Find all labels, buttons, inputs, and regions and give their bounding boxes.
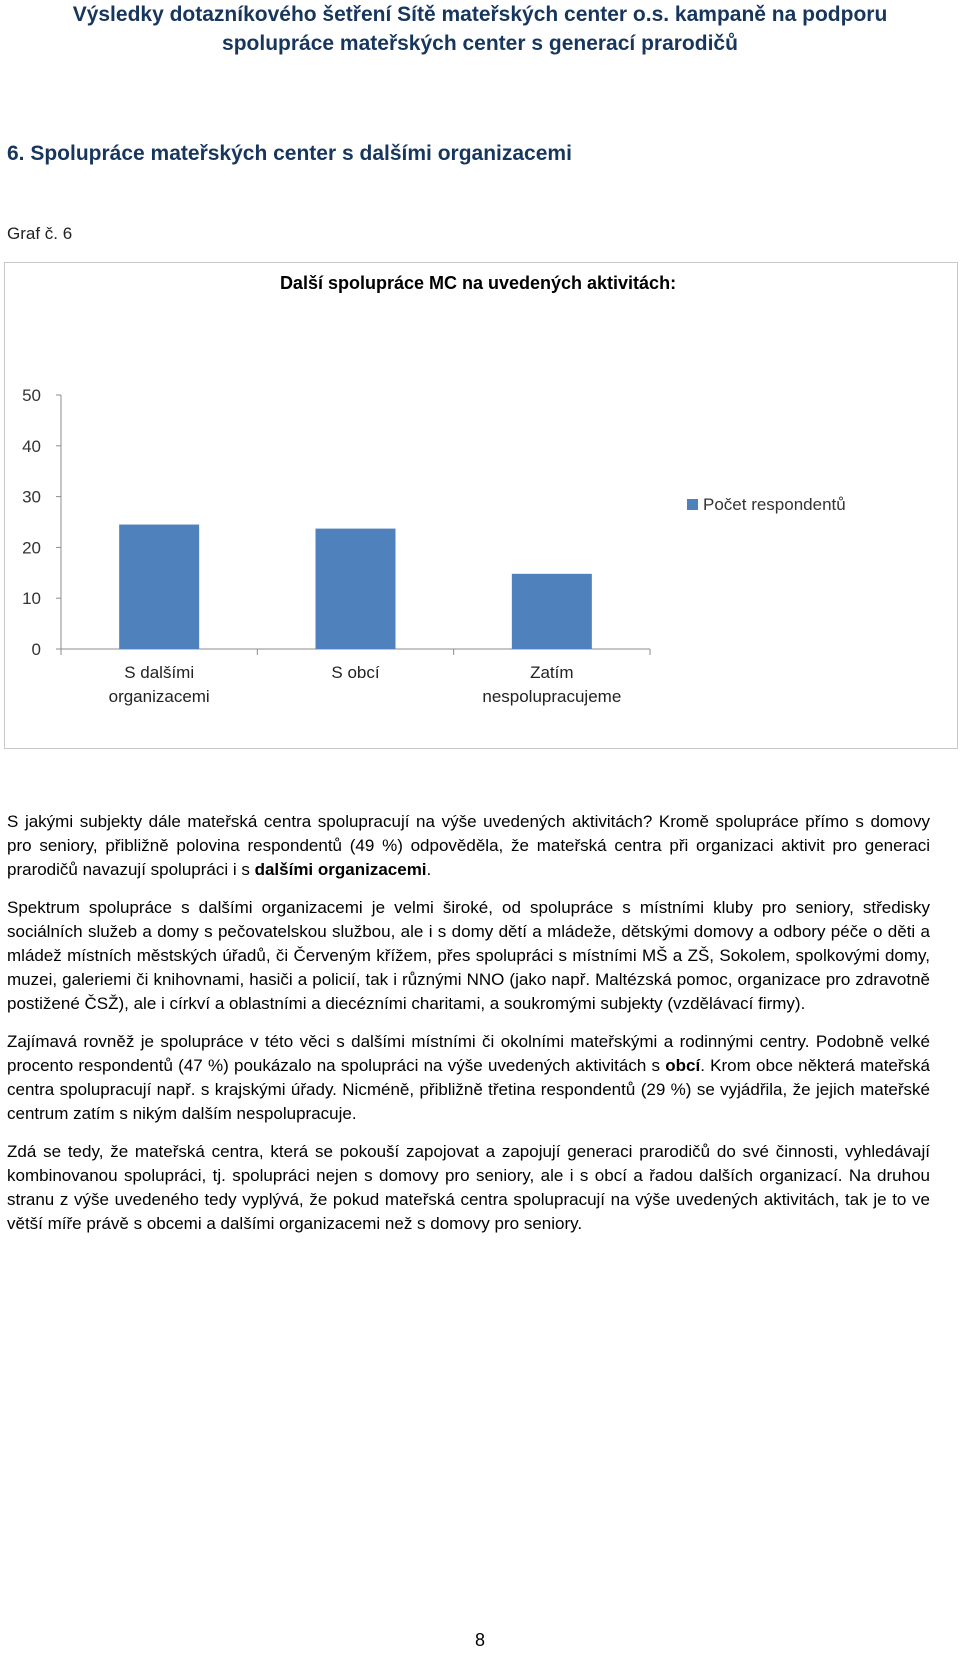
legend-swatch	[687, 499, 698, 510]
paragraph-4: Zdá se tedy, že mateřská centra, která se pokouší zapojovat a zapojují generaci prarodičů do své činnosti, vyhledávají kombinovanou spolupráci, tj. spolupráci nejen s domovy pro seniory, ale i s obcí a řadou dalších organizací. Na druhou stranu z výše uvedeného tedy vyplývá, že pokud mateřská centra spolupracují na výše uvedených aktivitách, tak je to ve větší míře právě s obcemi a dalšími organizacemi než s domovy pro seniory.	[7, 1142, 930, 1233]
y-tick-label: 50	[22, 386, 41, 405]
body-text	[7, 810, 930, 1250]
paragraph-2: Spektrum spolupráce s dalšími organizacemi je velmi široké, od spolupráce s místními kluby pro seniory, středisky sociálních služeb a domy s pečovatelskou službou, ale i s domy dětí a mládeže, dětskými domovy a odbory péče o děti a mládež místních městských úřadů, či Červeným křížem, přes spolupráci s místními MŠ a ZŠ, Sokolem, spolkovými domy, muzei, galeriemi či knihovnami, hasiči a policií, tak i různými NNO (jako např. Maltézská pomoc, organizace pro zdravotně postižené ČSŽ), ale i církví a oblastními a diecézními charitami, a soukromými subjekty (vzdělávací firmy).	[7, 898, 930, 1013]
chart-frame	[4, 262, 958, 749]
y-tick-label: 40	[22, 436, 41, 456]
header-line-1: Výsledky dotazníkového šetření Sítě mateřských center o.s. kampaně na podporu	[72, 3, 888, 26]
y-tick-label: 10	[22, 589, 41, 609]
bar	[316, 529, 396, 649]
y-tick-label: 30	[22, 487, 41, 507]
x-category-label: organizacemi	[108, 687, 210, 706]
graf-label: Graf č. 6	[7, 224, 73, 243]
y-tick-label: 0	[31, 640, 41, 659]
bar	[119, 525, 199, 649]
bar-chart	[5, 263, 957, 748]
bar	[512, 574, 592, 649]
x-category-label: Zatím	[530, 663, 574, 682]
y-tick-label: 20	[22, 538, 41, 558]
x-category-label: nespolupracujeme	[482, 687, 622, 706]
paragraph-3: Zajímavá rovněž je spolupráce v této věci s dalšími místními či okolními mateřskými a rodinnými centry. Podobně velké procento respondentů (47 %) poukázalo na spolupráci na výše uvedených aktivitách s obcí. Krom obce některá mateřská centra spolupracují např. s krajskými úřady. Nicméně, přibližně třetina respondentů (29 %) se vyjádřila, že jejich mateřské centrum zatím s nikým dalším nespolupracuje.	[7, 1032, 930, 1123]
x-category-label: S dalšími	[124, 663, 195, 682]
x-category-label: S obcí	[331, 663, 380, 682]
document-header	[0, 0, 960, 58]
paragraph-1: S jakými subjekty dále mateřská centra spolupracují na výše uvedených aktivitách? Kromě spolupráce přímo s domovy pro seniory, přibližně polovina respondentů (49 %) odpověděla, že mateřská centra při organizaci aktivit pro generaci prarodičů navazují spolupráci i s dalšími organizacemi.	[7, 812, 930, 879]
paragraph-1-bold: dalšími organizacemi	[254, 860, 427, 879]
page-number: 8	[474, 1630, 485, 1650]
legend-label: Počet respondentů	[703, 495, 846, 514]
paragraph-3-bold: obcí	[665, 1056, 701, 1075]
section-heading: 6. Spolupráce mateřských center s dalšími organizacemi	[7, 142, 572, 165]
header-line-2: spolupráce mateřských center s generací prarodičů	[222, 32, 738, 55]
chart-title: Další spolupráce MC na uvedených aktivitách:	[279, 273, 677, 293]
